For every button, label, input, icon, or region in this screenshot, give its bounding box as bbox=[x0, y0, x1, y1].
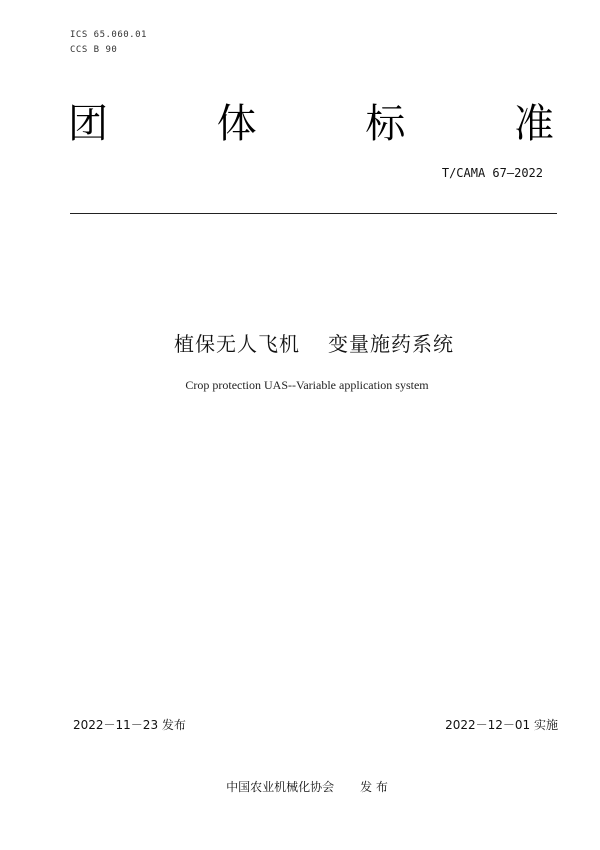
standard-number: T/CAMA 67—2022 bbox=[441, 166, 543, 180]
title-char-2: 体 bbox=[216, 101, 257, 147]
title-char-1: 团 bbox=[68, 101, 108, 147]
publisher-line bbox=[0, 778, 600, 795]
chinese-title bbox=[0, 328, 600, 357]
title-char-3: 标 bbox=[365, 101, 406, 147]
issue-date: 2022－11－23 发布 bbox=[73, 718, 186, 732]
chinese-title-part2: 变量施药系统 bbox=[328, 332, 454, 356]
standard-type-title bbox=[68, 100, 554, 148]
implementation-date: 2022－12－01 实施 bbox=[445, 718, 558, 732]
english-title: Crop protection UAS--Variable application system bbox=[185, 378, 429, 392]
header-divider bbox=[70, 213, 557, 214]
publisher-name: 中国农业机械化协会 bbox=[226, 780, 335, 794]
ccs-code: CCS B 90 bbox=[70, 45, 118, 55]
ics-code: ICS 65.060.01 bbox=[70, 30, 147, 40]
title-char-4: 准 bbox=[513, 101, 554, 147]
chinese-title-part1: 植保无人飞机 bbox=[174, 332, 300, 356]
publisher-action: 发 布 bbox=[360, 780, 388, 794]
